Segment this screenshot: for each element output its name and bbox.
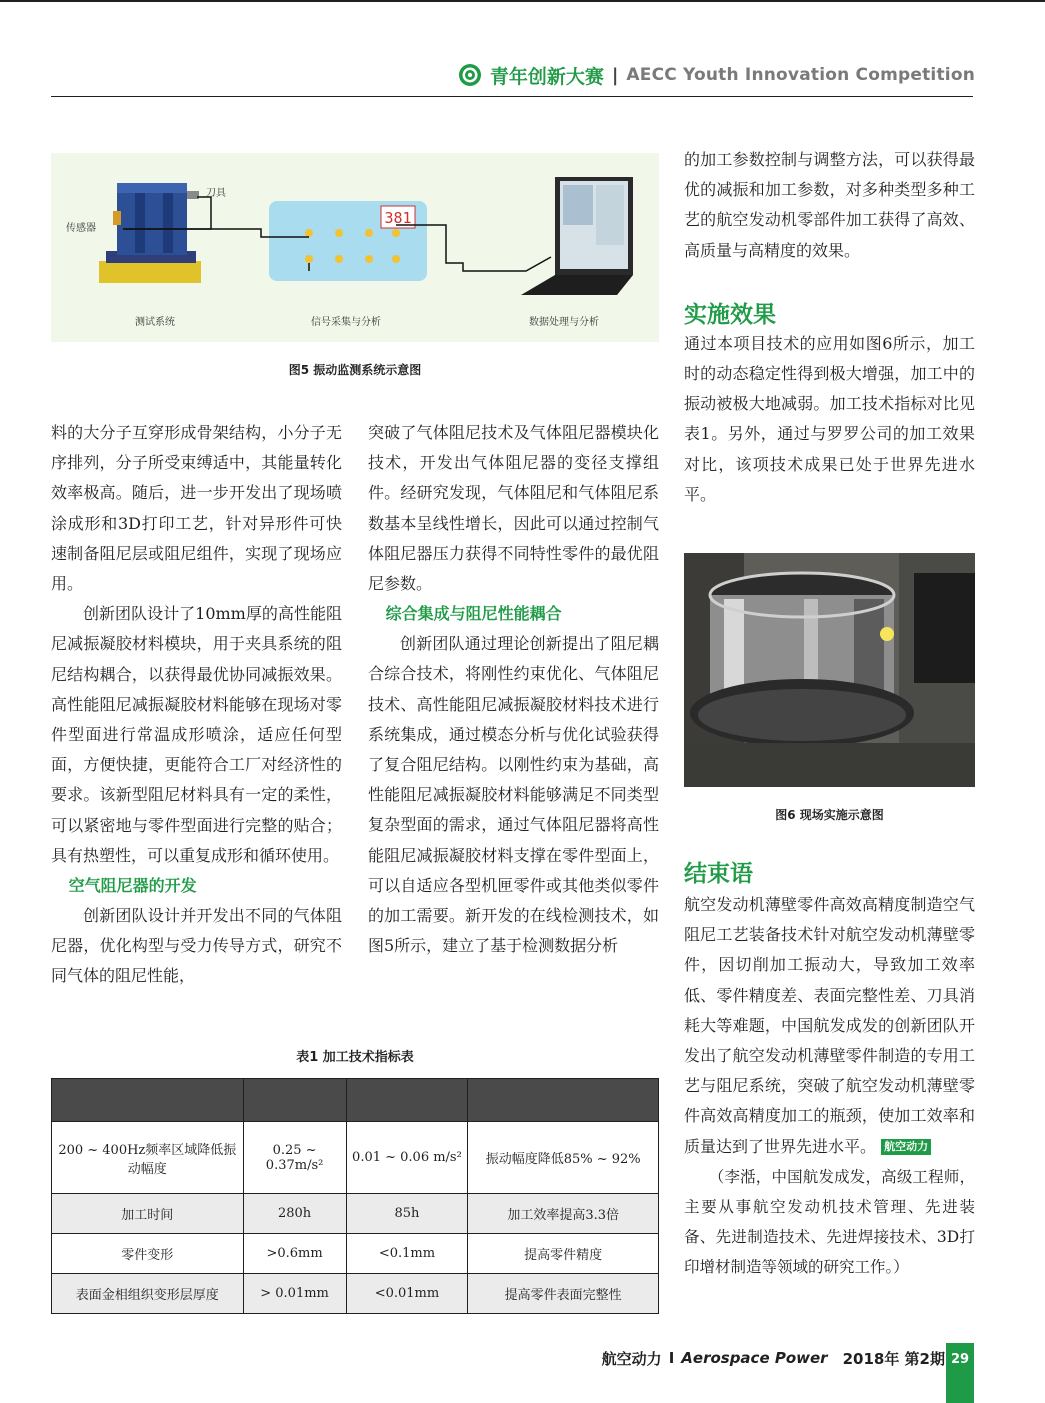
table-cell: <0.01mm	[346, 1274, 468, 1314]
footer-journal-en: Aerospace Power	[681, 1349, 828, 1367]
table-cell: 0.01 ~ 0.06 m/s²	[346, 1122, 468, 1194]
right-paragraph-1: 的加工参数控制与调整方法，可以获得最优的减振和加工参数，对多种类型多种工艺的航空发动机零部件加工获得了高效、高质量与高精度的效果。	[684, 150, 975, 260]
table-cell: 加工效率提高3.3倍	[468, 1194, 659, 1234]
table-cell: >0.6mm	[243, 1234, 346, 1274]
footer-journal-cn: 航空动力	[601, 1349, 662, 1368]
left-paragraph-1: 料的大分子互穿形成骨架结构，小分子无序排列，分子所受束缚适中，其能量转化效率极高。随后，进一步开发出了现场喷涂成形和3D打印工艺，针对异形件可快速制备阻尼层或阻尼组件，实现了现场应用。	[51, 423, 342, 594]
table-1	[51, 1078, 659, 1314]
header-competition-cn: 青年创新大赛	[489, 65, 604, 88]
table-row	[52, 1122, 659, 1194]
page-number: 29	[946, 1343, 974, 1403]
middle-paragraph-2: 创新团队通过理论创新提出了阻尼耦合综合技术，将刚性约束优化、气体阻尼技术、高性能阻尼减振凝胶材料技术进行系统集成，通过模态分析与优化试验获得了复合阻尼结构。以刚性约束为基础，高性能阻尼减振凝胶材料能够满足不同类型复杂型面的需求，通过气体阻尼器将高性能阻尼减振凝胶材料支撑在零件型面上，可以自适应各型机匣零件或其他类似零件的加工需要。新开发的在线检测技术，如图5所示，建立了基于检测数据分析	[368, 634, 659, 956]
label-signal: 信号采集与分析	[311, 317, 381, 328]
table-cell: 200 ~ 400Hz频率区域降低振动幅度	[52, 1122, 244, 1194]
table-cell: > 0.01mm	[243, 1274, 346, 1314]
subheading-air-damper: 空气阻尼器的开发	[68, 876, 197, 896]
table-cell: 提高零件精度	[468, 1234, 659, 1274]
figure-6-caption: 图6 现场实施示意图	[775, 808, 884, 822]
right-paragraph-3: 航空发动机薄壁零件高效高精度制造空气阻尼工艺装备技术针对航空发动机薄壁零件，因切削加工振动大，导致加工效率低、零件精度差、表面完整性差、刀具消耗大等难题，中国航发成发的创新团队开发出了航空发动机薄壁零件制造的专用工艺与阻尼系统，突破了航空发动机薄壁零件高效高精度加工的瓶颈，使加工效率和质量达到了世界先进水平。	[684, 895, 975, 1156]
table-cell: <0.1mm	[346, 1234, 468, 1274]
header-competition-en: AECC Youth Innovation Competition	[626, 65, 975, 85]
label-sensor: 传感器	[66, 223, 96, 234]
figure-5-caption: 图5 振动监测系统示意图	[288, 363, 422, 377]
right-paragraph-2: 通过本项目技术的应用如图6所示，加工时的动态稳定性得到极大增强，加工中的振动被极大地减弱。加工技术指标对比见表1。另外，通过与罗罗公司的加工效果对比，该项技术成果已处于世界先进水平。	[684, 333, 975, 504]
footer-separator: I	[668, 1349, 675, 1367]
author-bio: （李湉，中国航发成发，高级工程师，主要从事航空发动机技术管理、先进装备、先进制造技术、先进焊接技术、3D打印增材制造等领域的研究工作。）	[684, 1167, 975, 1276]
heading-effect: 实施效果	[684, 301, 776, 328]
table-cell: 85h	[346, 1194, 468, 1234]
left-paragraph-3: 创新团队设计并开发出不同的气体阻尼器，优化构型与受力传导方式，研究不同气体的阻尼性能，	[51, 906, 342, 986]
label-tool: 刀具	[206, 188, 226, 199]
vibration-system-diagram	[51, 153, 659, 342]
middle-paragraph-1: 突破了气体阻尼技术及气体阻尼器模块化技术，开发出气体阻尼器的变径支撑组件。经研究发现，气体阻尼和气体阻尼系数基本呈线性增长，因此可以通过控制气体阻尼器压力获得不同特性零件的最优阻尼参数。	[368, 423, 659, 594]
top-rule	[0, 0, 1045, 2]
figure-5-image	[51, 153, 659, 342]
table-1-caption: 表1 加工技术指标表	[296, 1050, 414, 1065]
table-cell: 振动幅度降低85% ~ 92%	[468, 1122, 659, 1194]
machining-photo	[684, 553, 975, 787]
table-cell: 0.25 ~ 0.37m/s²	[243, 1122, 346, 1194]
figure-6-image	[684, 553, 975, 787]
header-rule	[51, 96, 973, 97]
running-footer	[602, 1346, 945, 1370]
end-badge: 航空动力	[881, 1139, 931, 1155]
middle-column	[368, 418, 659, 961]
table-row	[52, 1234, 659, 1274]
table-cell: 加工时间	[52, 1194, 244, 1234]
left-paragraph-2: 创新团队设计了10mm厚的高性能阻尼减振凝胶材料模块，用于夹具系统的阻尼结构耦合，以获得最优协同减振效果。高性能阻尼减振凝胶材料能够在现场对零件型面进行常温成形喷涂，适应任何型面，方便快捷，更能符合工厂对经济性的要求。该新型阻尼材料具有一定的柔性，可以紧密地与零件型面进行完整的贴合；具有热塑性，可以重复成形和循环使用。	[51, 604, 342, 865]
subheading-integration: 综合集成与阻尼性能耦合	[385, 604, 562, 624]
table-cell: 表面金相组织变形层厚度	[52, 1274, 244, 1314]
table-cell: 280h	[243, 1194, 346, 1234]
header-separator: |	[611, 64, 619, 86]
table-header-row	[52, 1079, 659, 1122]
competition-logo-icon	[458, 63, 482, 87]
label-test-system: 测试系统	[135, 317, 175, 328]
table-cell: 零件变形	[52, 1234, 244, 1274]
running-header	[458, 60, 975, 90]
right-column-top	[684, 145, 975, 510]
footer-issue: 2018年 第2期	[842, 1349, 945, 1368]
table-cell: 提高零件表面完整性	[468, 1274, 659, 1314]
label-data: 数据处理与分析	[529, 317, 599, 328]
signal-box-display: 381	[384, 209, 412, 227]
left-column	[51, 418, 342, 992]
heading-conclusion: 结束语	[684, 861, 753, 887]
right-column-bottom	[684, 855, 975, 1282]
table-row	[52, 1194, 659, 1234]
table-row	[52, 1274, 659, 1314]
